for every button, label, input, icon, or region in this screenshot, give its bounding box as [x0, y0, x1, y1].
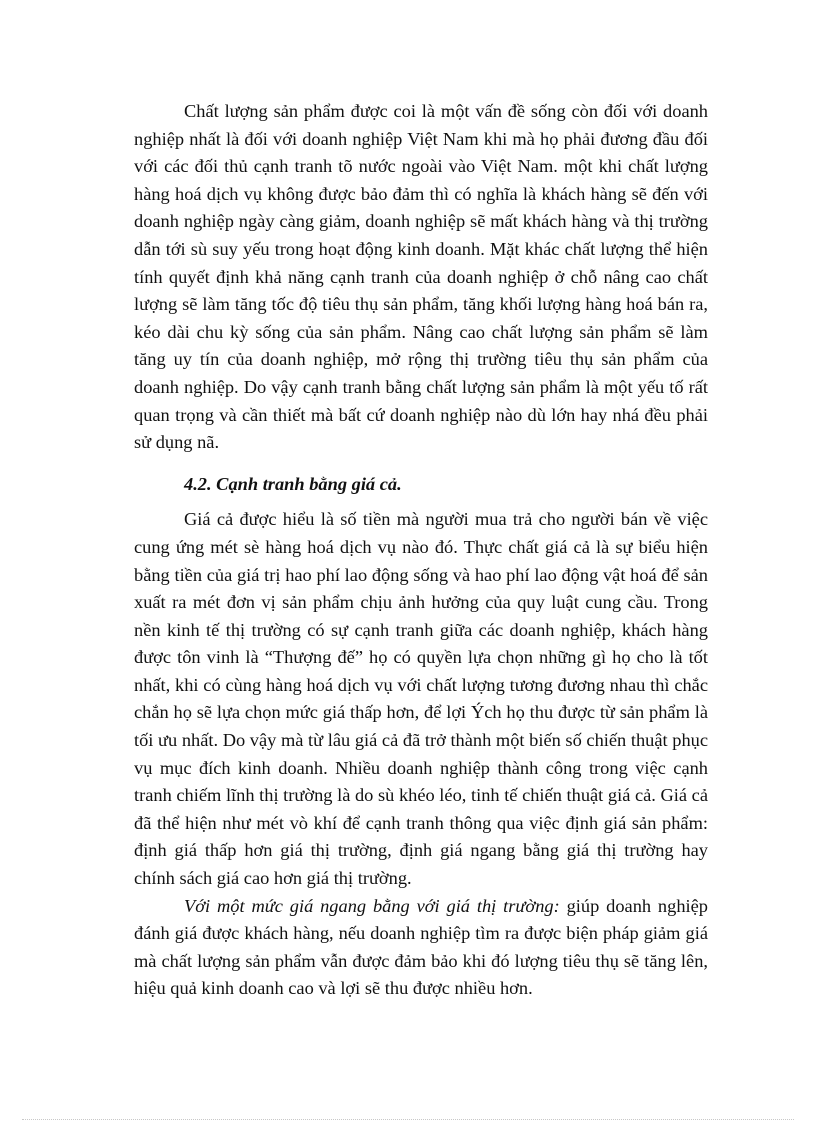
- page-bottom-edge: [22, 1119, 794, 1120]
- section-heading-4-2: 4.2. Cạnh tranh bằng giá cả.: [184, 473, 402, 494]
- paragraph-market-price-lead: Với một mức giá ngang bằng với giá thị trường:: [184, 895, 560, 916]
- paragraph-market-price-body: giúp doanh nghiệp đánh giá được khách hàng, nếu doanh nghiệp tìm ra được biện pháp giảm giá mà chất lượng sản phẩm vẫn được đảm bảo khi đó lượng tiêu thụ sẽ tăng lên, hiệu quả kinh doanh cao và lợi sẽ thu được nhiều hơn.: [134, 895, 708, 999]
- document-body: [134, 98, 708, 1003]
- paragraph-price-competition: Giá cả được hiểu là số tiền mà người mua trả cho người bán về việc cung ứng mét sè hàng hoá dịch vụ nào đó. Thực chất giá cả là sự biểu hiện bằng tiền của giá trị hao phí lao động sống và hao phí lao động vật hoá để sản xuất ra mét đơn vị sản phẩm chịu ảnh hưởng của quy luật cung cầu. Trong nền kinh tế thị trường có sự cạnh tranh giữa các doanh nghiệp, khách hàng được tôn vinh là “Thượng đế” họ có quyền lựa chọn những gì họ cho là tốt nhất, khi có cùng hàng hoá dịch vụ với chất lượng tương đương nhau thì chắc chắn họ sẽ lựa chọn mức giá thấp hơn, để lợi Ých họ thu được từ sản phẩm là tối ưu nhất. Do vậy mà từ lâu giá cả đã trở thành một biến số chiến thuật phục vụ mục đích kinh doanh. Nhiều doanh nghiệp thành công trong việc cạnh tranh chiếm lĩnh thị trường là do sù khéo léo, tinh tế chiến thuật giá cả. Giá cả đã thể hiện như mét vò khí để cạnh tranh thông qua việc định giá sản phẩm: định giá thấp hơn giá thị trường, định giá ngang bằng giá thị trường hay chính sách giá cao hơn giá thị trường.: [134, 509, 708, 889]
- paragraph-quality-competition: Chất lượng sản phẩm được coi là một vấn đề sống còn đối với doanh nghiệp nhất là đối với doanh nghiệp Việt Nam khi mà họ phải đương đầu đối với các đối thủ cạnh tranh tõ nước ngoài vào Việt Nam. một khi chất lượng hàng hoá dịch vụ không được bảo đảm thì có nghĩa là khách hàng sẽ đến với doanh nghiệp ngày càng giảm, doanh nghiệp sẽ mất khách hàng và thị trường dẫn tới sù suy yếu trong hoạt động kinh doanh. Mặt khác chất lượng thể hiện tính quyết định khả năng cạnh tranh của doanh nghiệp ở chỗ nâng cao chất lượng sẽ làm tăng tốc độ tiêu thụ sản phẩm, tăng khối lượng hàng hoá bán ra, kéo dài chu kỳ sống của sản phẩm. Nâng cao chất lượng sản phẩm sẽ làm tăng uy tín của doanh nghiệp, mở rộng thị trường tiêu thụ sản phẩm của doanh nghiệp. Do vậy cạnh tranh bằng chất lượng sản phẩm là một yếu tố rất quan trọng và cần thiết mà bất cứ doanh nghiệp nào dù lớn hay nhá đều phải sử dụng nã.: [134, 101, 708, 453]
- paragraph-market-price: [134, 893, 708, 1003]
